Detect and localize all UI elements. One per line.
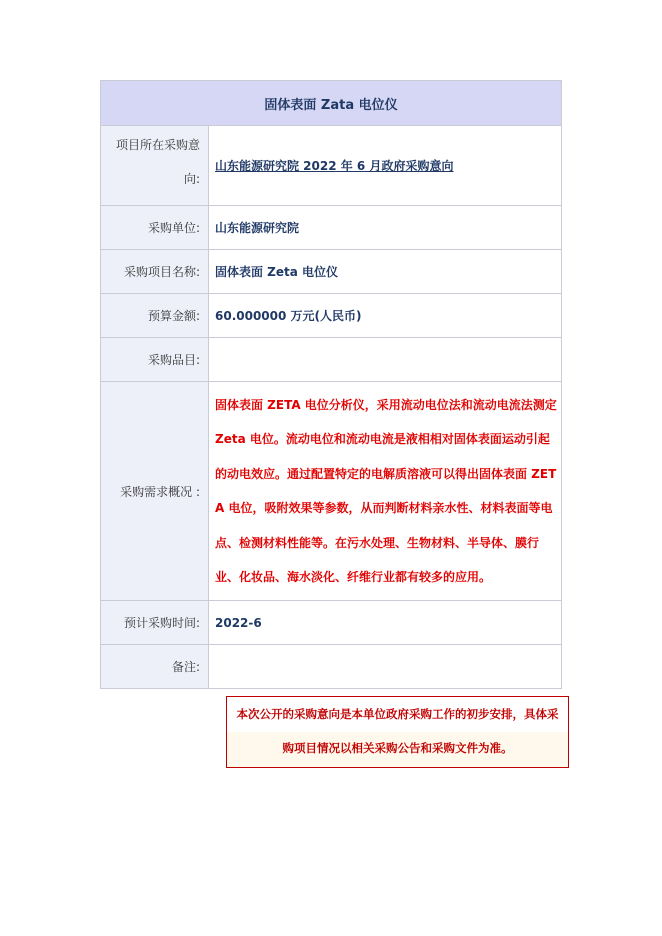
intent-link[interactable]: 山东能源研究院 2022 年 6 月政府采购意向: [215, 159, 454, 173]
unit-value: 山东能源研究院: [215, 221, 300, 235]
row-description: [101, 382, 561, 601]
note-value: [209, 645, 561, 688]
row-intent: [101, 126, 561, 206]
budget-label: 预算金额:: [101, 294, 209, 337]
note-label: 备注:: [101, 645, 209, 688]
project-label: 采购项目名称:: [101, 250, 209, 293]
desc-value: 固体表面 ZETA 电位分析仪，采用流动电位法和流动电流法测定 Zeta 电位。流动电位和流动电流是液相相对固体表面运动引起的动电效应。通过配置特定的电解质溶液可以得出固体表面 ZETA 电位，吸附效果等参数，从而判断材料亲水性、材料表面等电点、检测材料性能等。在污水处理、生物材料、半导体、膜行业、化妆品、海水淡化、纤维行业都有较多的应用。: [215, 397, 557, 584]
desc-label: 采购需求概况 :: [101, 382, 209, 600]
notice-line1: 本次公开的采购意向是本单位政府采购工作的初步安排，具体采: [236, 707, 559, 721]
procurement-intent-table: [100, 80, 562, 689]
time-value: 2022-6: [215, 615, 262, 630]
row-time: [101, 601, 561, 645]
unit-label: 采购单位:: [101, 206, 209, 249]
row-budget: [101, 294, 561, 338]
item-label: 采购品目:: [101, 338, 209, 381]
intent-label-line2: 向:: [183, 172, 200, 186]
row-project: [101, 250, 561, 294]
row-unit: [101, 206, 561, 250]
notice-line2: 购项目情况以相关采购公告和采购文件为准。: [282, 741, 513, 755]
intent-value: [209, 126, 561, 205]
table-title: 固体表面 Zata 电位仪: [101, 81, 561, 126]
intent-label: [101, 126, 209, 205]
budget-value: 60.000000 万元(人民币): [215, 309, 362, 323]
time-label: 预计采购时间:: [101, 601, 209, 644]
project-value: 固体表面 Zeta 电位仪: [215, 265, 339, 279]
row-item: [101, 338, 561, 382]
item-value: [209, 338, 561, 381]
row-note: [101, 645, 561, 688]
intent-label-line1: 项目所在采购意: [115, 138, 200, 152]
disclaimer-notice: [226, 696, 569, 768]
